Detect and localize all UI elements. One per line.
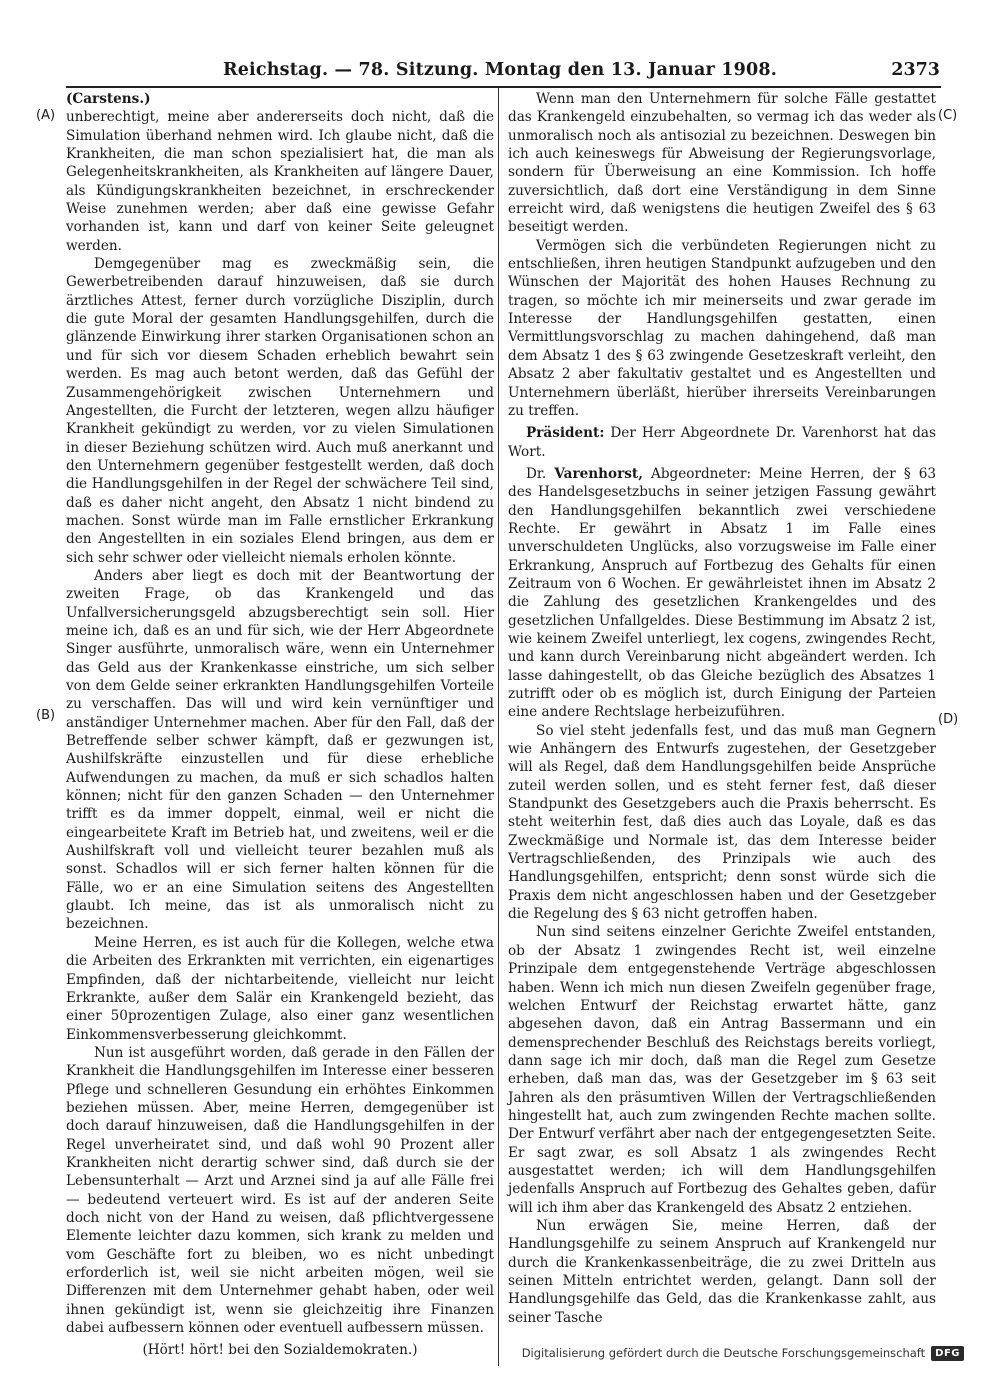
speaker-tag: (Carstens.) bbox=[66, 91, 151, 107]
president-text: Der Herr Abgeordnete Dr. Varenhorst hat das Wort. bbox=[508, 425, 936, 460]
margin-mark-d: (D) bbox=[938, 712, 959, 727]
running-title: Reichstag. — 78. Sitzung. Montag den 13. Januar 1908. bbox=[222, 60, 778, 80]
margin-mark-b: (B) bbox=[36, 708, 56, 723]
margin-mark-c: (C) bbox=[938, 108, 958, 123]
right-paragraph: Wenn man den Unternehmern für solche Fälle gestattet das Krankengeld einzubehalten, so vermag ich das weder als unmoralisch noch als antisozial zu bezeichnen. Deswegen bin ich auch keineswegs für Abweisung der Regierungsvorlage, sondern für Überweisung an eine Kommission. Ich hoffe zuversichtlich, daß dort eine Verständigung in dem Sinne erreicht wird, daß wenigstens die heutigen Zweifel des § 63 beseitigt werden. bbox=[508, 91, 936, 236]
footer-text: Digitalisierung gefördert durch die Deutsche Forschungsgemeinschaft bbox=[521, 1346, 926, 1360]
left-paragraph: Nun ist ausgeführt worden, daß gerade in den Fällen der Krankheit die Handlungsgehilfen im Interesse einer besseren Pflege und schnelleren Gesundung ein erhöhtes Einkommen beziehen müssen. Aber, meine Herren, demgegenüber ist doch darauf hinzuweisen, daß die Handlungsgehilfen in der Regel unverheiratet sind, und daß wohl 90 Prozent aller Krankheiten nicht derartig schwer sind, daß durch sie der Lebensunterhalt — Arzt und Arznei sind ja auf alle Fälle frei — bedeutend verteuert wird. Es ist auf der anderen Seite doch nicht von der Hand zu weisen, daß pflichtvergessene Elemente leichter dazu kommen, sich krank zu melden und vom Geschäfte fort zu bleiben, wo es nicht unbedingt erforderlich ist, weil sie nicht arbeiten mögen, weil sie Differenzen mit dem Unternehmer gehabt haben, oder weil ihnen gekündigt ist, wenn sie gleichzeitig ihre Finanzen dabei aufbessern können oder eventuell aufbessern müssen. bbox=[66, 1044, 494, 1337]
interjection: (Hört! hört! bei den Sozialdemokraten.) bbox=[142, 1342, 418, 1359]
right-paragraph: So viel steht jedenfalls fest, und das muß man Gegnern wie Anhängern des Entwurfs zugestehen, der Gesetzgeber will als Regel, daß dem Handlungsgehilfen beide Ansprüche zuteil werden sollen, und es steht ferner fest, daß dieser Standpunkt des Gesetzgebers auch die Praxis beherrscht. Es steht weiterhin fest, daß dies auch das Loyale, daß es das Zweckmäßige und Normale ist, das dem Interesse beider Vertragschließenden, des Prinzipals wie auch des Handlungsgehilfen, entspricht; denn sonst würde sich die Praxis dem nicht angeschlossen haben und der Gesetzgeber die Regelung des § 63 nicht getroffen haben. bbox=[508, 722, 936, 923]
left-paragraph: Anders aber liegt es doch mit der Beantwortung der zweiten Frage, ob das Krankengeld und das Unfallversicherungsgeld abzugsberechtigt sein soll. Hier meine ich, daß es an und für sich, wie der Herr Abgeordnete Singer ausführte, unmoralisch wäre, wenn ein Unternehmer das Geld aus der Krankenkasse einstriche, um sich selber von dem Gelde seiner erkrankten Handlungsgehilfen Vorteile zu verschaffen. Das will und wird kein vernünftiger und anständiger Unternehmer machen. Aber für den Fall, daß der Betreffende selber schwer kämpft, daß er gezwungen ist, Aushilfskräfte einzustellen und für diese erhebliche Aufwendungen zu machen, da muß er sich schadlos halten können; nicht für den ganzen Schaden — den Unternehmer trifft es da immer doppelt, einmal, weil er nicht die eingearbeitete Kraft im Betrieb hat, und zweitens, weil er die Aushilfskraft voll und vielleicht teurer bezahlen muß als sonst. Schadlos will er sich ferner halten können für die Fälle, wo er an eine Simulation seitens des Angestellten glaubt. Ich meine, das ist als unmoralisch nicht zu bezeichnen. bbox=[66, 567, 494, 933]
footer bbox=[522, 1343, 964, 1363]
header-rule bbox=[66, 86, 941, 88]
president-label: Präsident: bbox=[526, 425, 605, 442]
left-paragraph: unberechtigt, meine aber andererseits doch nicht, daß die Simulation überhand nehmen wird. Ich glaube nicht, daß die Krankheiten, die man schon spezialisiert hat, die man als Gelegenheitskrankheiten, als Krankheiten auf längere Dauer, als Kündigungskrankheiten bezeichnet, in erschreckender Weise zunehmen werden; aber daß eine gewisse Gefahr vorhanden ist, kann und darf von keiner Seite geleugnet werden. bbox=[66, 109, 494, 254]
margin-mark-a: (A) bbox=[36, 108, 56, 123]
page-header bbox=[60, 58, 940, 86]
page-number: 2373 bbox=[891, 60, 940, 80]
right-paragraph: Nun sind seitens einzelner Gerichte Zweifel entstanden, ob der Absatz 1 zwingendes Recht ist, weil einzelne Prinzipale dem entgegenstehende Verträge abgeschlossen haben. Wenn ich mich nun diesen Zweifeln gegenüber frage, welchen Entwurf der Reichstag erwartet hätte, ganz abgesehen davon, daß ein Antrag Bassermann und ein demensprechender Beschluß des Reichstags bereits vorliegt, dann sage ich mir doch, daß man die Regel zum Gesetze erheben, daß man das, was der Gesetzgeber im § 63 seit Jahren als den präsumtiven Willen der Vertragschließenden hingestellt hat, auch zum zwingenden Rechte machen sollte. Der Entwurf verfährt aber nach der entgegengesetzten Seite. Er sagt zwar, es soll Absatz 1 als zwingendes Recht ausgestattet werden; ich will dem Handlungsgehilfen jedenfalls Anspruch auf Fortbezug des Gehaltes geben, dafür will ich ihm aber das Krankengeld des Absatz 2 entziehen. bbox=[508, 924, 936, 1216]
speaker-text: Abgeordneter: Meine Herren, der § 63 des Handelsgesetzbuchs in seiner jetzigen Fassung gewährt den Handlungsgehilfen bekanntlich zwei verschiedene Rechte. Er gewährt in Absatz 1 im Falle eines unverschuldeten Unglücks, also vorzugsweise im Falle einer Erkrankung, Anspruch auf Fortbezug des Gehalts für einen Zeitraum von 6 Wochen. Er gewährleistet ihnen im Absatz 2 die Zahlung des gesetzlichen Krankengeldes und des gesetzlichen Unfallgeldes. Diese Bestimmung im Absatz 2 ist, wie keinem Zweifel unterliegt, lex cogens, zwingendes Recht, und kann durch Vereinbarung nicht abgeändert werden. Ich lasse dahingestellt, ob das Gleiche bezüglich des Absatzes 1 zutrifft oder ob es möglich ist, durch Einigung der Parteien eine andere Rechtslage herbeizuführen. bbox=[508, 465, 937, 721]
right-paragraph: Nun erwägen Sie, meine Herren, daß der Handlungsgehilfe zu seinem Anspruch auf Krankengeld nur durch die Krankenkassenbeiträge, die zu zwei Dritteln aus seinen Mitteln entrichtet werden, gelangt. Dann soll der Handlungsgehilfe das Geld, das die Krankenkasse zahlt, aus seiner Tasche bbox=[508, 1217, 936, 1326]
left-paragraph: Meine Herren, es ist auch für die Kollegen, welche etwa die Arbeiten des Erkrankten mit verrichten, ein eigenartiges Empfinden, daß der nichtarbeitende, vielleicht nur leicht Erkrankte, außer dem Salär ein Krankengeld bezieht, das einer 50prozentigen Zulage, also einer ganz wesentlichen Einkommensverbesserung gleichkommt. bbox=[66, 934, 494, 1043]
president-statement bbox=[508, 424, 936, 461]
dfg-logo-icon: DFG bbox=[931, 1346, 964, 1361]
left-column bbox=[66, 90, 494, 1360]
speaker-statement bbox=[508, 465, 936, 722]
speaker-prefix: Dr. bbox=[526, 465, 547, 482]
left-paragraph: Demgegenüber mag es zweckmäßig sein, die Gewerbetreibenden darauf hinzuweisen, daß sie durch ärztliches Attest, ferner durch vorzügliche Disziplin, durch die gute Moral der gesamten Handlungsgehilfen, durch die glänzende Einwirkung ihrer starken Organisationen schon an und für sich vor diesem Schaden erheblich bewahrt sein werden. Es mag auch betont werden, daß das Gefühl der Zusammengehörigkeit zwischen Unternehmern und Angestellten, die Furcht der letzteren, wegen allzu häufiger Krankheit gekündigt zu werden, vor zu vielen Simulationen in dieser Beziehung schützen wird. Auch muß anerkannt und den Unternehmern gegenüber festgestellt werden, daß doch die Handlungsgehilfen in der Regel der schwächere Teil sind, daß es daher nicht angeht, den Absatz 1 nicht bindend zu machen. Sonst würde man im Falle ernstlicher Erkrankung den Angestellten in ein soziales Elend bringen, aus dem er sich sehr schwer oder vielleicht niemals erholen könnte. bbox=[66, 256, 494, 566]
speaker-name: Varenhorst, bbox=[554, 465, 643, 482]
right-column bbox=[508, 90, 936, 1327]
column-divider bbox=[498, 88, 499, 1366]
right-paragraph: Vermögen sich die verbündeten Regierungen nicht zu entschließen, ihren heutigen Standpunkt aufzugeben und den Wünschen der Majorität des hohen Hauses Rechnung zu tragen, so möchte ich mir meinerseits und zwar gerade im Interesse der Handlungsgehilfen gestatten, einen Vermittlungsvorschlag zu machen dahingehend, daß man dem Absatz 1 des § 63 zwingende Gesetzeskraft verleiht, den Absatz 2 aber fakultativ gestaltet und es Angestellten und Unternehmern überläßt, hierüber ihrerseits Vereinbarungen zu treffen. bbox=[508, 237, 936, 419]
